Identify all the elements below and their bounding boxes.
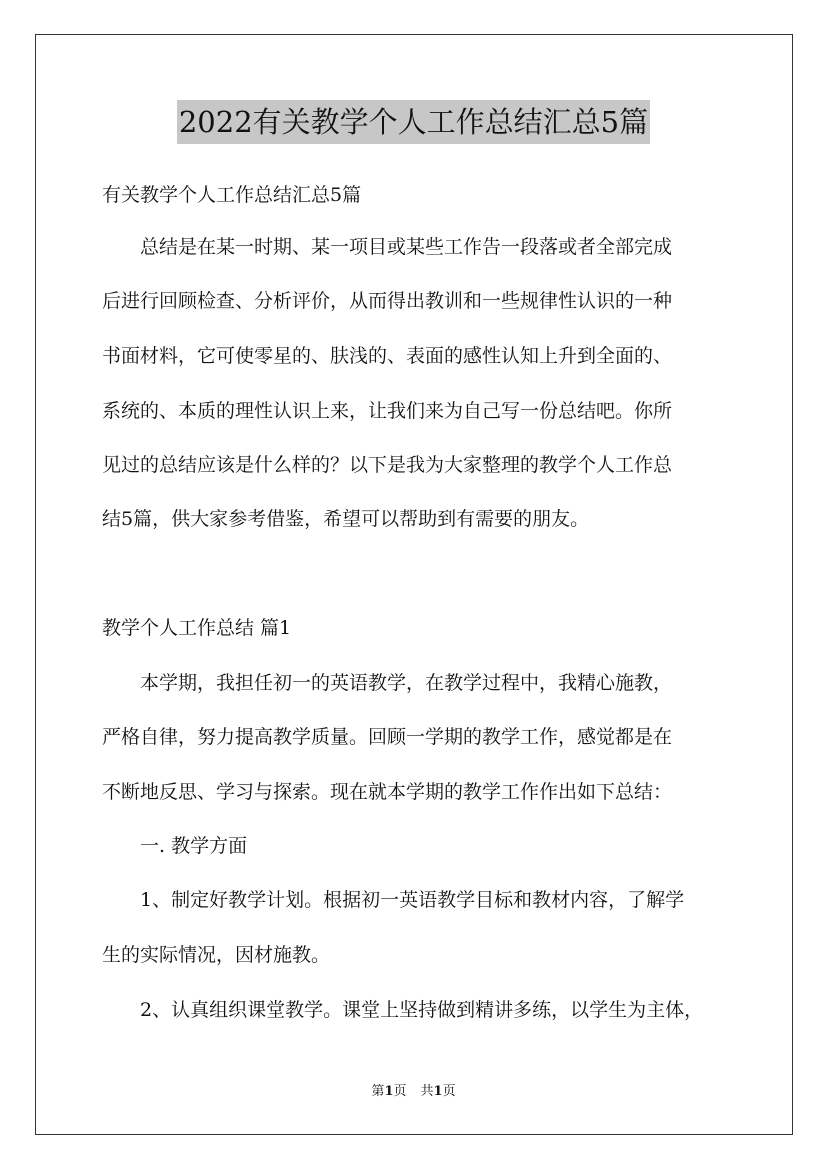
page-number: 1 <box>384 1084 394 1099</box>
title-container <box>0 100 827 144</box>
document-subtitle: 有关教学个人工作总结汇总5篇 <box>102 184 362 206</box>
body-line-3: 不断地反思、学习与探索。现在就本学期的教学工作作出如下总结： <box>102 781 673 803</box>
intro-line-1: 总结是在某一时期、某一项目或某些工作告一段落或者全部完成 <box>140 236 673 258</box>
intro-line-3: 书面材料，它可使零星的、肤浅的、表面的感性认知上升到全面的、 <box>102 345 673 367</box>
intro-line-5: 见过的总结应该是什么样的？以下是我为大家整理的教学个人工作总 <box>102 454 673 476</box>
total-pages: 1 <box>433 1084 443 1099</box>
body-line-2: 严格自律，努力提高教学质量。回顾一学期的教学工作，感觉都是在 <box>102 726 673 748</box>
section-heading: 教学个人工作总结 篇1 <box>102 617 292 639</box>
page-label-suffix: 页 <box>393 1084 407 1099</box>
body-line-1: 本学期，我担任初一的英语教学，在教学过程中，我精心施教， <box>140 672 673 694</box>
page-footer <box>0 1083 827 1101</box>
item2-line-1: 2、认真组织课堂教学。课堂上坚持做到精讲多练，以学生为主体， <box>140 999 704 1021</box>
item1-line-2: 生的实际情况，因材施教。 <box>102 944 331 966</box>
total-label-prefix: 共 <box>420 1084 434 1099</box>
intro-line-2: 后进行回顾检查、分析评价，从而得出教训和一些规律性认识的一种 <box>102 290 673 312</box>
item1-line-1: 1、制定好教学计划。根据初一英语教学目标和教材内容，了解学 <box>140 889 685 911</box>
total-label-suffix: 页 <box>442 1084 456 1099</box>
intro-line-6: 结5篇，供大家参考借鉴，希望可以帮助到有需要的朋友。 <box>102 508 590 530</box>
intro-line-4: 系统的、本质的理性认识上来，让我们来为自己写一份总结吧。你所 <box>102 400 673 422</box>
document-title: 2022有关教学个人工作总结汇总5篇 <box>177 100 650 144</box>
page-label-prefix: 第 <box>371 1084 385 1099</box>
teaching-subheading: 一. 教学方面 <box>140 835 248 857</box>
